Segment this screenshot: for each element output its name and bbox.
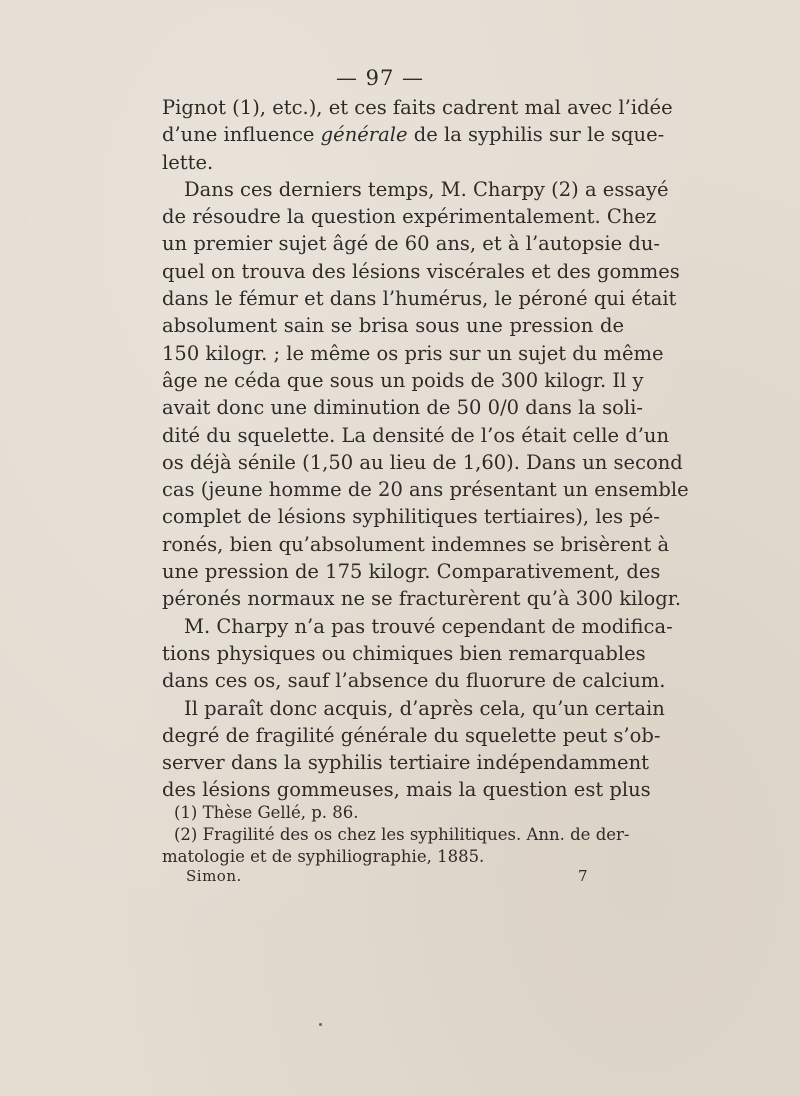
text-line: dité du squelette. La densité de l’os était celle d’un <box>162 423 670 447</box>
text-line: âge ne céda que sous un poids de 300 kilogr. Il y <box>162 368 644 392</box>
footnotes <box>162 802 630 868</box>
text-line <box>162 121 665 148</box>
text-line: M. Charpy n’a pas trouvé cependant de modifica- <box>184 614 673 638</box>
text-line: péronés normaux ne se fracturèrent qu’à 300 kilogr. <box>162 587 682 611</box>
text-line: complet de lésions syphilitiques tertiaires), les pé- <box>162 505 660 529</box>
text-line: de résoudre la question expérimentalement. Chez <box>162 205 657 229</box>
text-line: dans le fémur et dans l’humérus, le péroné qui était <box>162 287 677 311</box>
text-line: Il paraît donc acquis, d’après cela, qu’un certain <box>184 696 665 720</box>
signature-sheet-number: 7 <box>577 867 588 885</box>
text-segment: de la syphilis sur le sque- <box>407 123 665 147</box>
footnote-1: (1) Thèse Gellé, p. 86. <box>174 803 359 822</box>
text-line: un premier sujet âgé de 60 ans, et à l’autopsie du- <box>162 232 660 256</box>
text-line: une pression de 175 kilogr. Comparativement, des <box>162 560 661 584</box>
text-line: cas (jeune homme de 20 ans présentant un ensemble <box>162 478 689 502</box>
footnote-2-continuation: matologie et de syphiliographie, 1885. <box>162 847 485 866</box>
text-line: server dans la syphilis tertiaire indépendamment <box>162 751 649 775</box>
signature-author: Simon. <box>186 867 242 885</box>
paragraph-4 <box>162 695 665 804</box>
body-text <box>162 94 689 804</box>
text-line: tions physiques ou chimiques bien remarquables <box>162 641 646 665</box>
paragraph-3 <box>162 613 673 695</box>
text-line: Pignot (1), etc.), et ces faits cadrent mal avec l’idée <box>162 96 673 119</box>
signature-line <box>186 867 588 885</box>
paragraph-2 <box>162 176 689 613</box>
text-line: lette. <box>162 150 214 174</box>
text-line: absolument sain se brisa sous une pression de <box>162 314 624 338</box>
text-line: avait donc une diminution de 50 0/0 dans la soli- <box>162 396 643 420</box>
text-line: 150 kilogr. ; le même os pris sur un sujet du même <box>162 341 664 365</box>
paragraph-1 <box>162 94 673 176</box>
text-line: des lésions gommeuses, mais la question est plus <box>162 778 651 802</box>
text-line: Dans ces derniers temps, M. Charpy (2) a essayé <box>184 177 669 201</box>
page-number: — 97 — <box>335 66 425 90</box>
text-segment: d’une influence <box>162 123 321 147</box>
text-line: degré de fragilité générale du squelette peut s’ob- <box>162 723 661 747</box>
text-line: dans ces os, sauf l’absence du fluorure de calcium. <box>162 669 666 693</box>
paper-speck <box>319 1023 322 1026</box>
text-line: ronés, bien qu’absolument indemnes se brisèrent à <box>162 532 670 556</box>
footnote-2: (2) Fragilité des os chez les syphilitiques. Ann. de der- <box>174 825 630 844</box>
text-line: os déjà sénile (1,50 au lieu de 1,60). Dans un second <box>162 450 683 474</box>
text-line: quel on trouva des lésions viscérales et des gommes <box>162 259 680 283</box>
italic-word: générale <box>320 123 408 147</box>
